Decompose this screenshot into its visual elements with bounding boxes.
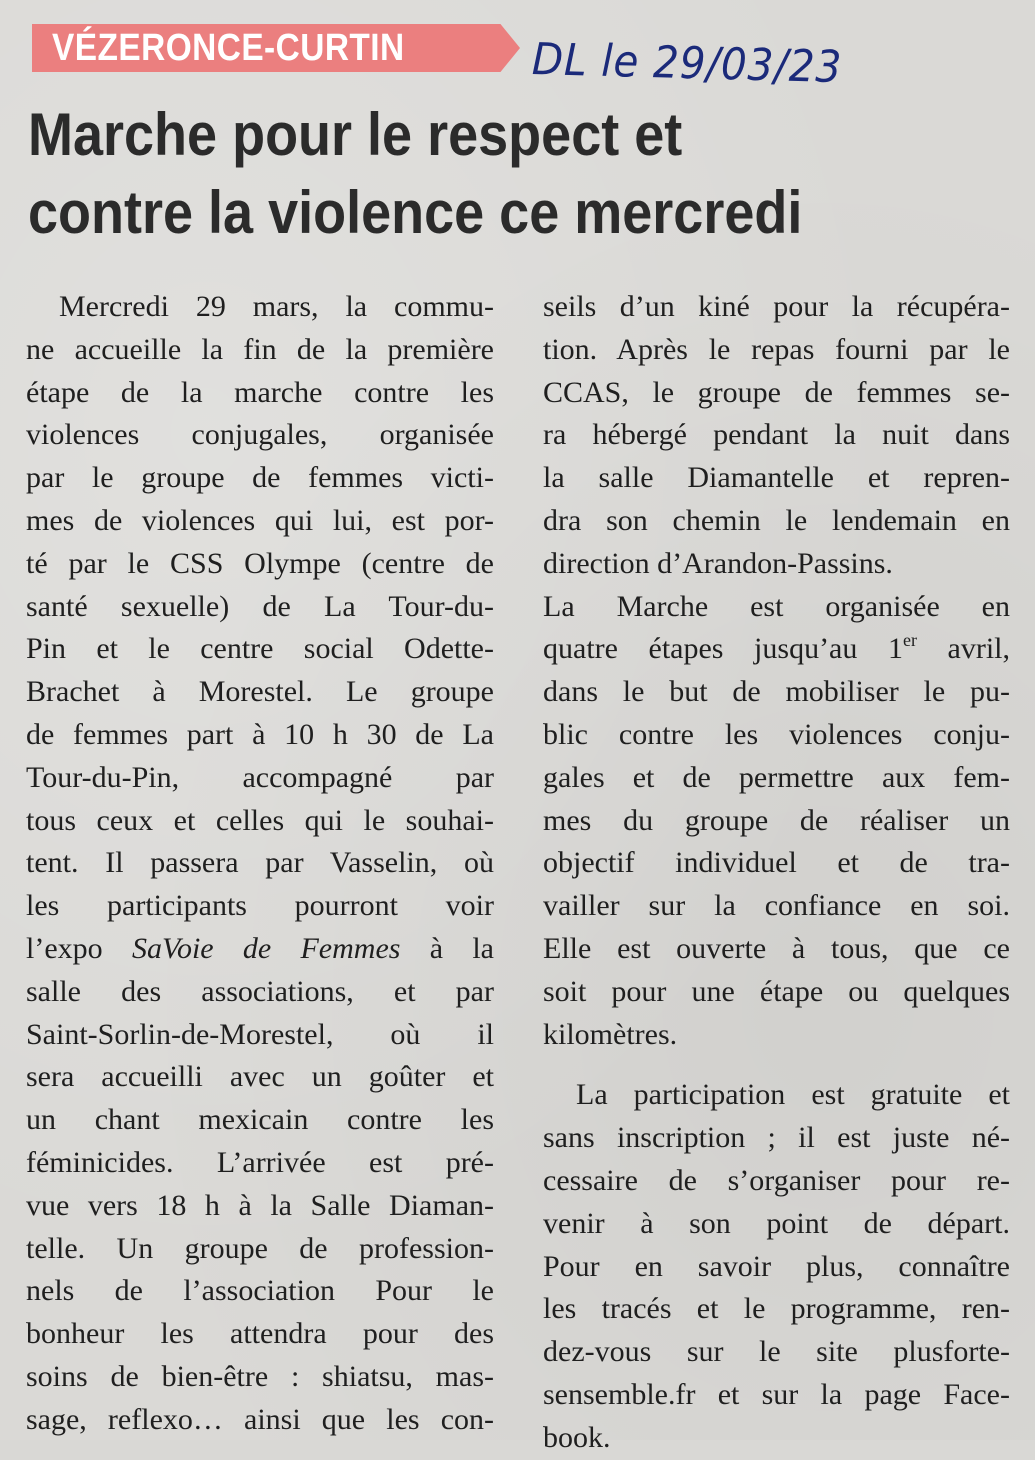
- text-fragment: avril,: [916, 632, 1010, 666]
- text-line: soins de bien-être : shiatsu, mas-: [26, 1359, 494, 1393]
- text-line: tent. Il passera par Vasselin, où: [26, 846, 494, 880]
- text-line: Brachet à Morestel. Le groupe: [26, 675, 494, 709]
- ordinal-superscript: er: [902, 630, 917, 651]
- text-fragment: l’expo: [26, 931, 132, 965]
- text-line: ne accueille la fin de la première: [26, 332, 494, 366]
- text-fragment: quatre étapes jusqu’au 1: [543, 632, 903, 666]
- text-fragment: à la: [400, 931, 495, 965]
- text-line: les tracés et le programme, ren-: [543, 1292, 1010, 1326]
- text-line: mes de violences qui lui, est por-: [26, 503, 494, 537]
- text-line: blic contre les violences conju-: [543, 717, 1010, 751]
- text-line: té par le CSS Olympe (centre de: [26, 546, 494, 580]
- text-line: Mercredi 29 mars, la commu-: [59, 290, 494, 323]
- text-line: santé sexuelle) de La Tour-du-: [26, 589, 494, 623]
- text-line: La participation est gratuite et: [576, 1078, 1010, 1112]
- text-line: salle des associations, et par: [26, 974, 494, 1008]
- text-line: mes du groupe de réaliser un: [543, 803, 1010, 837]
- text-line: sera accueilli avec un goûter et: [26, 1060, 494, 1094]
- text-line: vue vers 18 h à la Salle Diaman-: [26, 1188, 494, 1222]
- text-line: soit pour une étape ou quelques: [543, 974, 1010, 1008]
- text-line: Elle est ouverte à tous, que ce: [543, 931, 1010, 965]
- text-line: La Marche est organisée en: [543, 589, 1010, 623]
- article-column-left: [26, 286, 494, 1442]
- text-line: bonheur les attendra pour des: [26, 1317, 494, 1351]
- text-line: Pin et le centre social Odette-: [26, 632, 494, 666]
- text-line: direction d’Arandon-Passins.: [543, 546, 893, 580]
- text-line: [26, 928, 494, 971]
- text-line: objectif individuel et de tra-: [543, 846, 1010, 880]
- text-line: book.: [543, 1420, 611, 1454]
- text-line: de femmes part à 10 h 30 de La: [26, 717, 494, 751]
- article-column-right: [543, 286, 1010, 1460]
- section-kicker: VÉZERONCE-CURTIN: [52, 27, 405, 69]
- text-line: vailler sur la confiance en soi.: [543, 889, 1010, 923]
- handwritten-date-note: DL le 29/03/23: [531, 34, 843, 94]
- text-line: cessaire de s’organiser pour re-: [543, 1163, 1010, 1197]
- headline-line-1: Marche pour le respect et: [28, 101, 683, 168]
- text-line: telle. Un groupe de profession-: [26, 1231, 494, 1265]
- text-line: [543, 628, 1010, 671]
- text-line: étape de la marche contre les: [26, 375, 494, 409]
- text-line: seils d’un kiné pour la récupéra-: [543, 290, 1010, 323]
- text-line: CCAS, le groupe de femmes se-: [543, 375, 1010, 409]
- text-line: nels de l’association Pour le: [26, 1274, 494, 1308]
- text-line: dra son chemin le lendemain en: [543, 503, 1010, 537]
- text-line: un chant mexicain contre les: [26, 1103, 494, 1137]
- text-line: violences conjugales, organisée: [26, 418, 494, 452]
- text-line: Pour en savoir plus, connaître: [543, 1249, 1010, 1283]
- article-headline: [28, 96, 919, 252]
- text-line: ra hébergé pendant la nuit dans: [543, 418, 1010, 452]
- text-line: Saint-Sorlin-de-Morestel, où il: [26, 1017, 494, 1051]
- text-line: la salle Diamantelle et repren-: [543, 461, 1010, 495]
- text-line: venir à son point de départ.: [543, 1206, 1010, 1240]
- text-line: Tour-du-Pin, accompagné par: [26, 760, 494, 794]
- text-line: par le groupe de femmes victi-: [26, 461, 494, 495]
- text-line: gales et de permettre aux fem-: [543, 760, 1010, 794]
- text-line: dez-vous sur le site plusforte-: [543, 1335, 1010, 1369]
- text-line: kilomètres.: [543, 1017, 678, 1051]
- headline-line-2: contre la violence ce mercredi: [28, 179, 803, 246]
- text-line: tous ceux et celles qui le souhai-: [26, 803, 494, 837]
- text-line: sensemble.fr et sur la page Face-: [543, 1377, 1010, 1411]
- text-line: tion. Après le repas fourni par le: [543, 332, 1010, 366]
- text-line: sage, reflexo… ainsi que les con-: [26, 1402, 494, 1436]
- exhibition-title: SaVoie de Femmes: [131, 931, 401, 965]
- text-line: sans inscription ; il est juste né-: [543, 1121, 1010, 1155]
- text-line: dans le but de mobiliser le pu-: [543, 675, 1010, 709]
- text-line: les participants pourront voir: [26, 889, 494, 923]
- text-line: féminicides. L’arrivée est pré-: [26, 1145, 494, 1179]
